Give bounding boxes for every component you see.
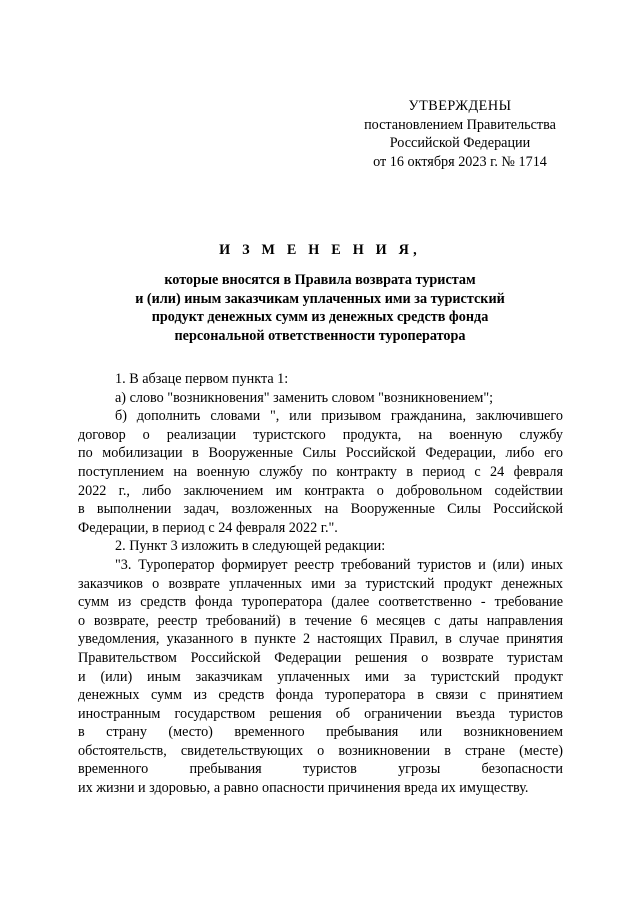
body-line: по мобилизации в Вооруженные Силы Российской Федерации, либо его	[78, 445, 563, 462]
approval-date-line: от 16 октября 2023 г. № 1714	[373, 153, 547, 170]
body-line: "3. Туроператор формирует реестр требований туристов и (или) иных	[115, 556, 563, 573]
body-line: временного пребывания туристов угрозы безопасности	[78, 761, 563, 778]
body-line: иностранным государством решения об ограничении въезда туристов	[78, 705, 563, 722]
body-line: поступлением на военную службу по контракту в период с 24 февраля	[78, 463, 563, 480]
approval-block	[340, 97, 580, 171]
body-line: в страну (место) временного пребывания или возникновением	[78, 724, 563, 741]
subtitle-line: продукт денежных сумм из денежных средств фонда	[151, 309, 489, 326]
body-line: 2. Пункт 3 изложить в следующей редакции:	[115, 538, 386, 555]
body-line: Правительством Российской Федерации решения о возврате туристам	[78, 649, 563, 666]
body-line: в выполнении задач, возложенных на Вооруженные Силы Российской	[78, 501, 563, 518]
body-line: о возврате, реестр требований) в течение 6 месяцев с даты направления	[78, 612, 563, 629]
approval-decree-line: постановлением Правительства	[364, 116, 556, 133]
body-line: заказчиков о возврате уплаченных ими за туристский продукт денежных	[78, 575, 563, 592]
subtitle-line: которые вносятся в Правила возврата туристам	[164, 272, 476, 288]
document-subtitle	[90, 271, 550, 345]
subtitle-line: персональной ответственности туроператора	[174, 327, 466, 344]
subtitle-line: и (или) иным заказчикам уплаченных ими за туристский	[135, 290, 505, 307]
body-line: и (или) иным заказчикам уплаченных ими за туристский продукт	[78, 668, 563, 685]
body-line: б) дополнить словами ", или призывом гражданина, заключившего	[115, 408, 563, 425]
document-title: И З М Е Н Е Н И Я,	[219, 242, 421, 258]
document-body	[78, 370, 563, 798]
approval-heading: УТВЕРЖДЕНЫ	[408, 98, 512, 114]
body-line: 2022 г., либо заключением им контракта о добровольном содействии	[78, 482, 563, 499]
body-line: денежных сумм из средств фонда туроператора в связи с принятием	[78, 687, 563, 704]
body-line: сумм из средств фонда туроператора (далее соответственно - требование	[78, 594, 563, 611]
body-line: 1. В абзаце первом пункта 1:	[115, 371, 289, 387]
body-line: обстоятельств, свидетельствующих о возникновении в стране (месте)	[78, 742, 563, 759]
body-line: уведомления, указанного в пункте 2 настоящих Правил, в случае принятия	[78, 631, 563, 648]
body-line: их жизни и здоровью, а равно опасности причинения вреда их имуществу.	[78, 780, 529, 797]
body-line: Федерации, в период с 24 февраля 2022 г.".	[78, 519, 338, 536]
approval-federation-line: Российской Федерации	[389, 135, 531, 152]
body-line: а) слово "возникновения" заменить словом "возникновением";	[115, 389, 494, 406]
body-line: договор о реализации туристского продукта, на военную службу	[78, 426, 563, 443]
